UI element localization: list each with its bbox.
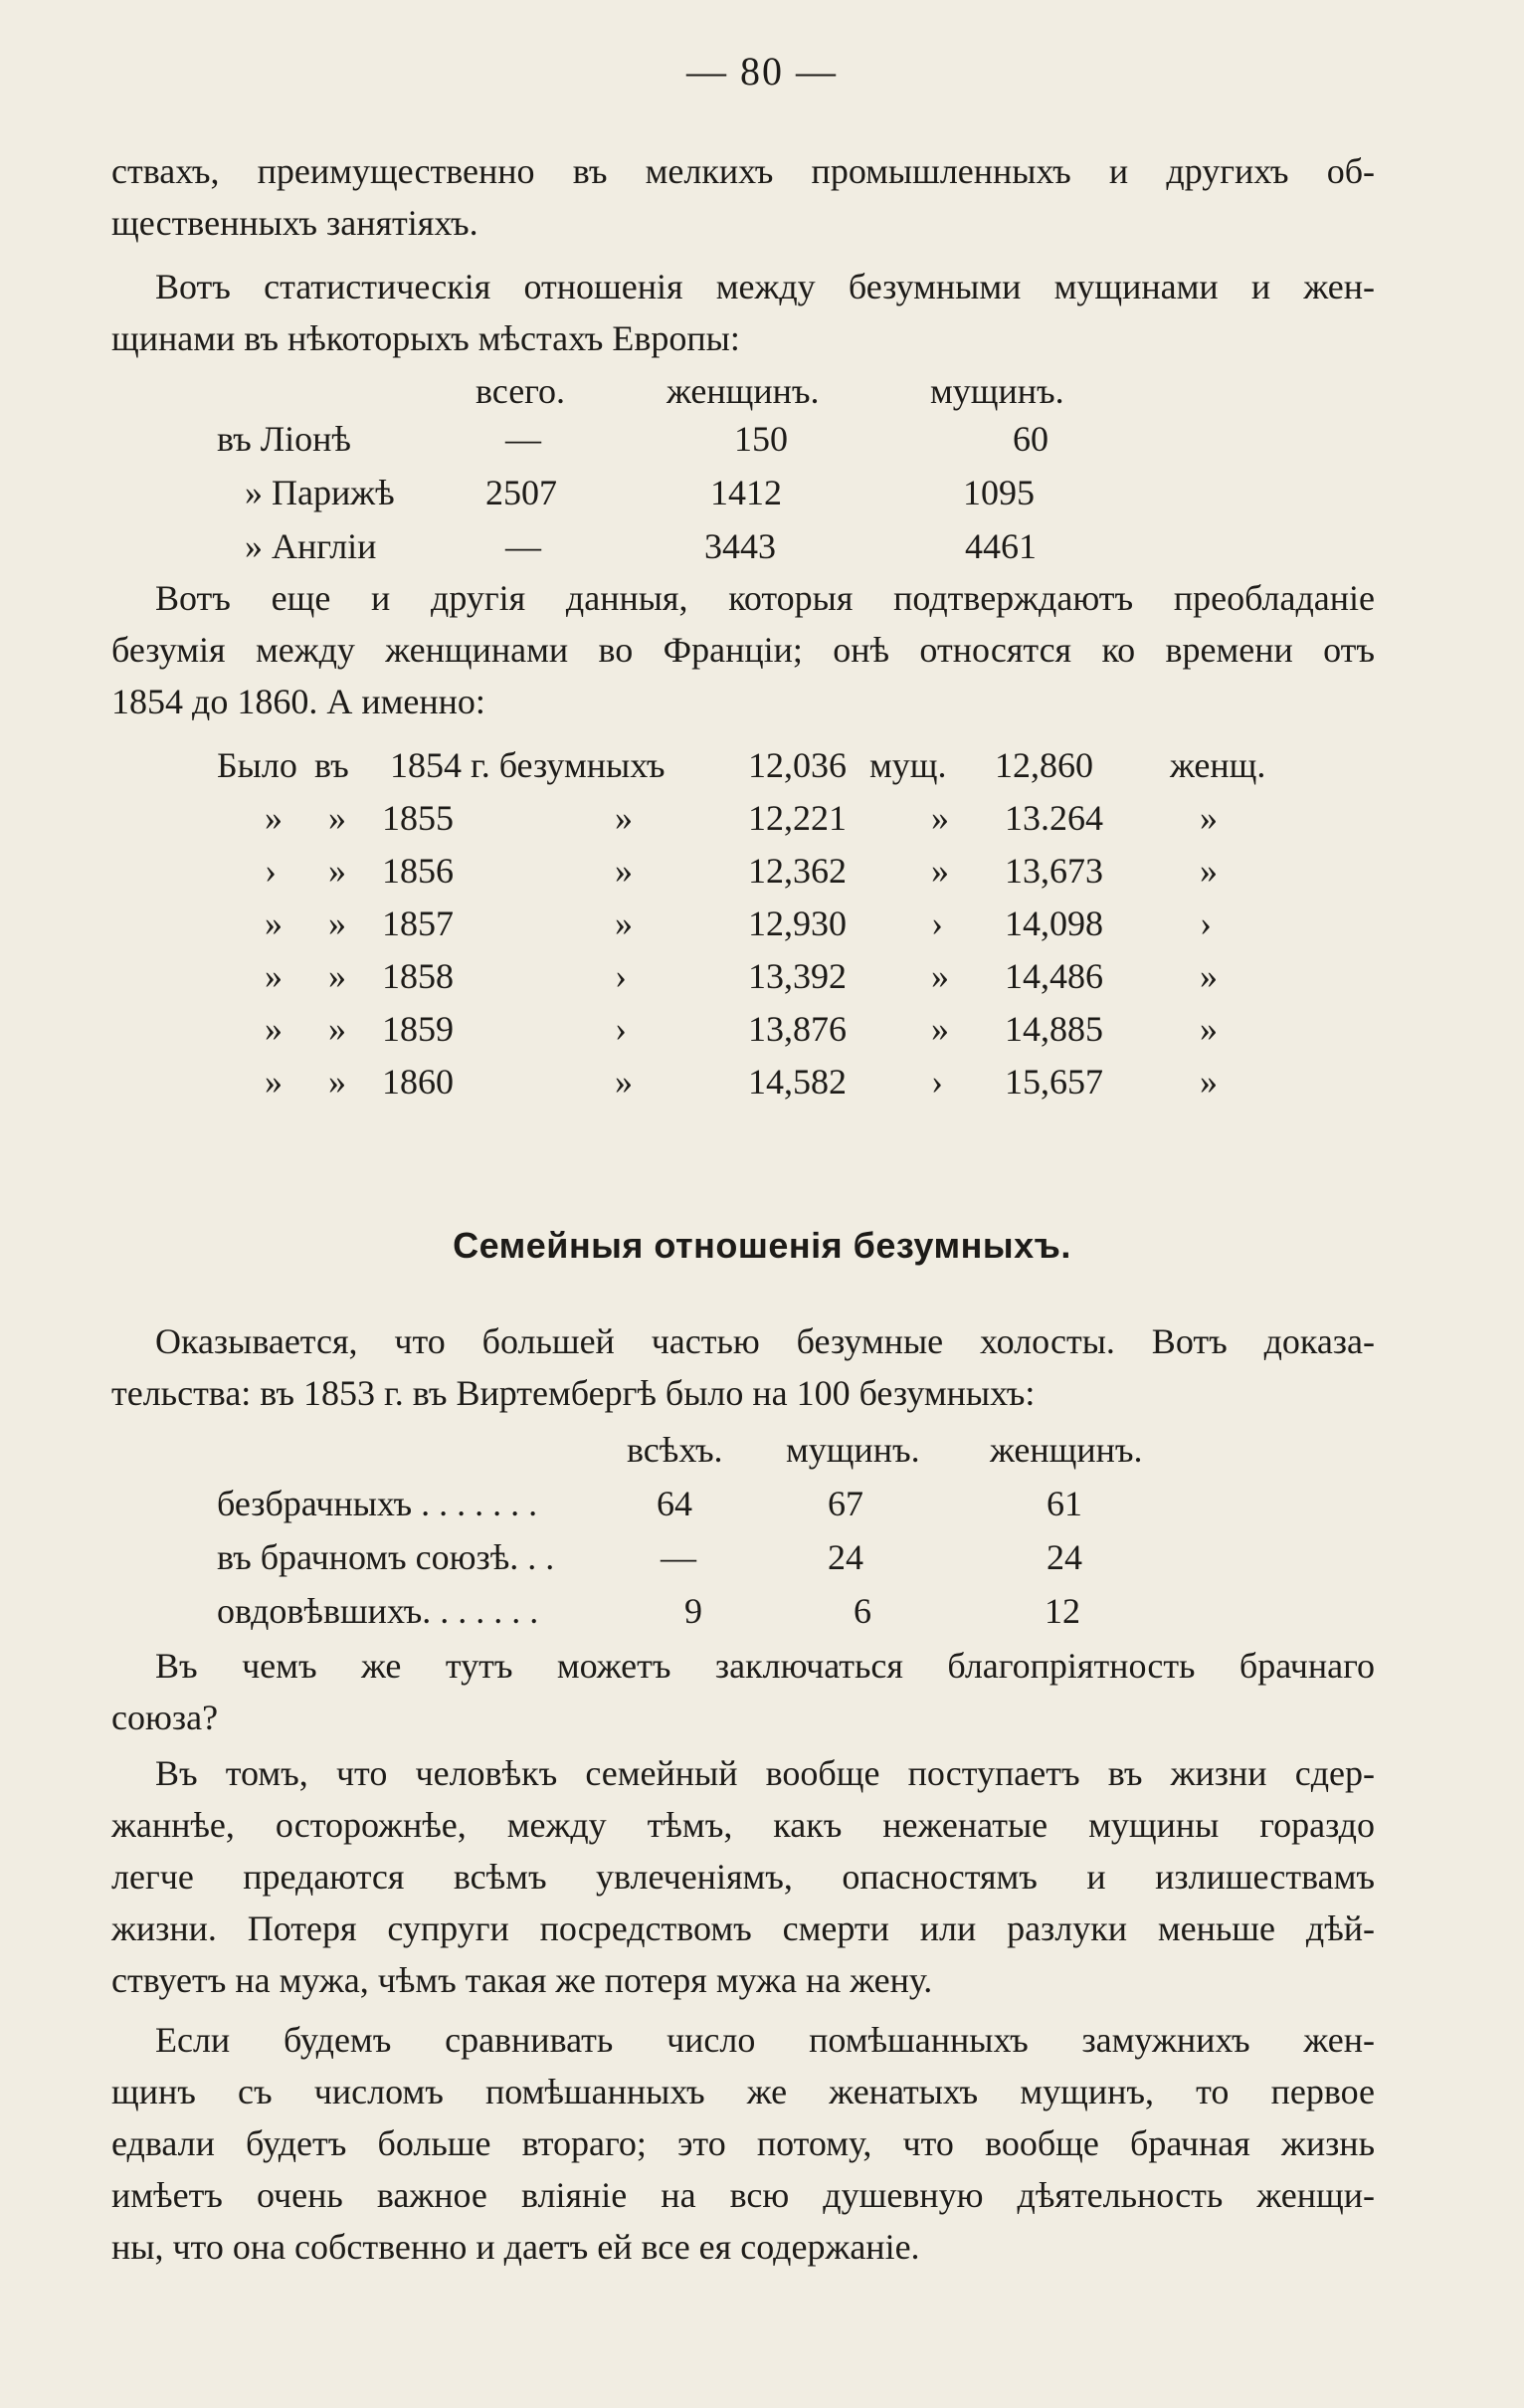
ditto-mark: » — [265, 798, 283, 838]
women: 3443 — [704, 526, 776, 566]
women: 24 — [1047, 1537, 1082, 1577]
header-total: всего. — [476, 371, 566, 411]
header-women: женщинъ. — [990, 1430, 1143, 1470]
year-text: 1857 — [382, 903, 454, 943]
ditto-mark: » — [328, 851, 346, 891]
text-line: безумія между женщинами во Франціи; онѣ относятся ко времени отъ — [111, 630, 1375, 670]
text-line: Въ томъ, что человѣкъ семейный вообще поступаетъ въ жизни сдер- — [155, 1753, 1375, 1793]
ditto-mark: › — [1200, 903, 1212, 943]
header-all: всѣхъ. — [627, 1430, 723, 1470]
ditto-mark: » — [931, 798, 949, 838]
women-count: 13,673 — [1005, 851, 1103, 891]
ditto-mark: » — [265, 903, 283, 943]
ditto-mark: » — [931, 1009, 949, 1049]
label: безбрачныхъ . . . . . . . — [217, 1484, 538, 1523]
question-paragraph — [111, 1640, 1375, 1743]
text-line: союза? — [111, 1698, 219, 1737]
ditto-mark: » — [1200, 798, 1218, 838]
women: 12 — [1045, 1591, 1080, 1631]
text-line: жаннѣе, осторожнѣе, между тѣмъ, какъ неженатые мущины гораздо — [111, 1805, 1375, 1845]
place: » Англіи — [245, 526, 377, 566]
women: 150 — [734, 419, 788, 459]
men: 4461 — [965, 526, 1037, 566]
ditto-mark: › — [931, 903, 943, 943]
men: 24 — [828, 1537, 863, 1577]
women-count: 14,885 — [1005, 1009, 1103, 1049]
ditto-mark: » — [328, 1062, 346, 1102]
text-line: Оказывается, что большей частью безумные холосты. Вотъ доказа- — [155, 1321, 1375, 1361]
answer-paragraph — [111, 1747, 1375, 2006]
text-line: едвали будетъ больше втораго; это потому, что вообще брачная жизнь — [111, 2123, 1375, 2163]
men-unit: мущ. — [869, 745, 947, 785]
women-unit: женщ. — [1170, 745, 1266, 785]
text-line: жизни. Потеря супруги посредствомъ смерти или разлуки меньше дѣй- — [111, 1908, 1375, 1948]
france-paragraph — [111, 572, 1375, 727]
women-count: 14,486 — [1005, 956, 1103, 996]
ditto-mark: » — [1200, 1009, 1218, 1049]
ditto-mark: » — [265, 1009, 283, 1049]
men: 67 — [828, 1484, 863, 1523]
place: въ Ліонѣ — [217, 419, 351, 459]
ditto-mark: › — [265, 851, 277, 891]
ditto-mark: » — [615, 903, 633, 943]
section-title: Семейныя отношенія безумныхъ. — [453, 1225, 1071, 1266]
label: въ брачномъ союзѣ. . . — [217, 1537, 555, 1577]
year-text: 1859 — [382, 1009, 454, 1049]
ditto-mark: » — [1200, 851, 1218, 891]
ditto-mark: » — [615, 798, 633, 838]
men-count: 13,392 — [748, 956, 847, 996]
year-text: 1856 — [382, 851, 454, 891]
women-count: 15,657 — [1005, 1062, 1103, 1102]
ditto-mark: » — [1200, 1062, 1218, 1102]
women: 61 — [1047, 1484, 1082, 1523]
year-text: 1860 — [382, 1062, 454, 1102]
men-count: 12,930 — [748, 903, 847, 943]
ditto-mark: » — [931, 851, 949, 891]
men-count: 13,876 — [748, 1009, 847, 1049]
single-paragraph — [111, 1315, 1375, 1419]
men: 60 — [1013, 419, 1048, 459]
year-text: 1858 — [382, 956, 454, 996]
men-count: 12,221 — [748, 798, 847, 838]
text-line: ны, что она собственно и даетъ ей все ея содержаніе. — [111, 2227, 920, 2267]
ditto-mark: › — [931, 1062, 943, 1102]
text-line: Вотъ еще и другія данныя, которыя подтверждаютъ преобладаніе — [155, 578, 1375, 618]
ditto-mark: » — [265, 1062, 283, 1102]
text-line: 1854 до 1860. А именно: — [111, 682, 485, 721]
men: 1095 — [963, 473, 1035, 512]
total: 2507 — [485, 473, 557, 512]
text-line: Если будемъ сравнивать число помѣшанныхъ замужнихъ жен- — [155, 2020, 1375, 2060]
ditto-mark: › — [615, 956, 627, 996]
men-count: 12,036 — [748, 745, 847, 785]
all: 9 — [684, 1591, 702, 1631]
ditto-mark: » — [265, 956, 283, 996]
ditto-mark: » — [328, 1009, 346, 1049]
year-text: 1855 — [382, 798, 454, 838]
year-text: 1854 г. безумныхъ — [390, 745, 666, 785]
ditto-mark: › — [615, 1009, 627, 1049]
header-men: мущинъ. — [930, 371, 1064, 411]
text-line: Вотъ статистическія отношенія между безумными мущинами и жен- — [155, 267, 1375, 306]
women-count: 14,098 — [1005, 903, 1103, 943]
text-line: легче предаются всѣмъ увлеченіямъ, опасностямъ и излишествамъ — [111, 1857, 1375, 1897]
compare-paragraph — [111, 2014, 1375, 2273]
page-number: — 80 — — [686, 49, 838, 94]
total: — — [505, 526, 541, 566]
text-line: щинами въ нѣкоторыхъ мѣстахъ Европы: — [111, 318, 740, 358]
row-label: Было — [217, 745, 297, 785]
total: — — [505, 419, 541, 459]
ditto-mark: » — [615, 1062, 633, 1102]
text-line: щинъ съ числомъ помѣшанныхъ же женатыхъ мущинъ, то первое — [111, 2072, 1375, 2111]
intro-paragraph — [111, 145, 1375, 249]
men-count: 12,362 — [748, 851, 847, 891]
women-count: 12,860 — [995, 745, 1093, 785]
women-count: 13.264 — [1005, 798, 1103, 838]
ditto-mark: » — [1200, 956, 1218, 996]
ditto-mark: » — [328, 956, 346, 996]
header-women: женщинъ. — [667, 371, 820, 411]
label: овдовѣвшихъ. . . . . . . — [217, 1591, 539, 1631]
all: 64 — [657, 1484, 692, 1523]
men: 6 — [854, 1591, 871, 1631]
text-line: щественныхъ занятіяхъ. — [111, 203, 478, 243]
text-line: ствуетъ на мужа, чѣмъ такая же потеря мужа на жену. — [111, 1960, 933, 2000]
row-prep: въ — [314, 745, 349, 785]
stats-paragraph — [111, 261, 1375, 364]
header-men: мущинъ. — [786, 1430, 920, 1470]
text-line: ствахъ, преимущественно въ мелкихъ промышленныхъ и другихъ об- — [111, 151, 1375, 191]
men-count: 14,582 — [748, 1062, 847, 1102]
women: 1412 — [710, 473, 782, 512]
all: — — [661, 1537, 696, 1577]
text-line: тельства: въ 1853 г. въ Виртембергѣ было на 100 безумныхъ: — [111, 1373, 1036, 1413]
ditto-mark: » — [328, 903, 346, 943]
ditto-mark: » — [328, 798, 346, 838]
place: » Парижѣ — [245, 473, 395, 512]
ditto-mark: » — [615, 851, 633, 891]
ditto-mark: » — [931, 956, 949, 996]
text-line: Въ чемъ же тутъ можетъ заключаться благопріятность брачнаго — [155, 1646, 1375, 1686]
text-line: имѣетъ очень важное вліяніе на всю душевную дѣятельность женщи- — [111, 2175, 1375, 2215]
